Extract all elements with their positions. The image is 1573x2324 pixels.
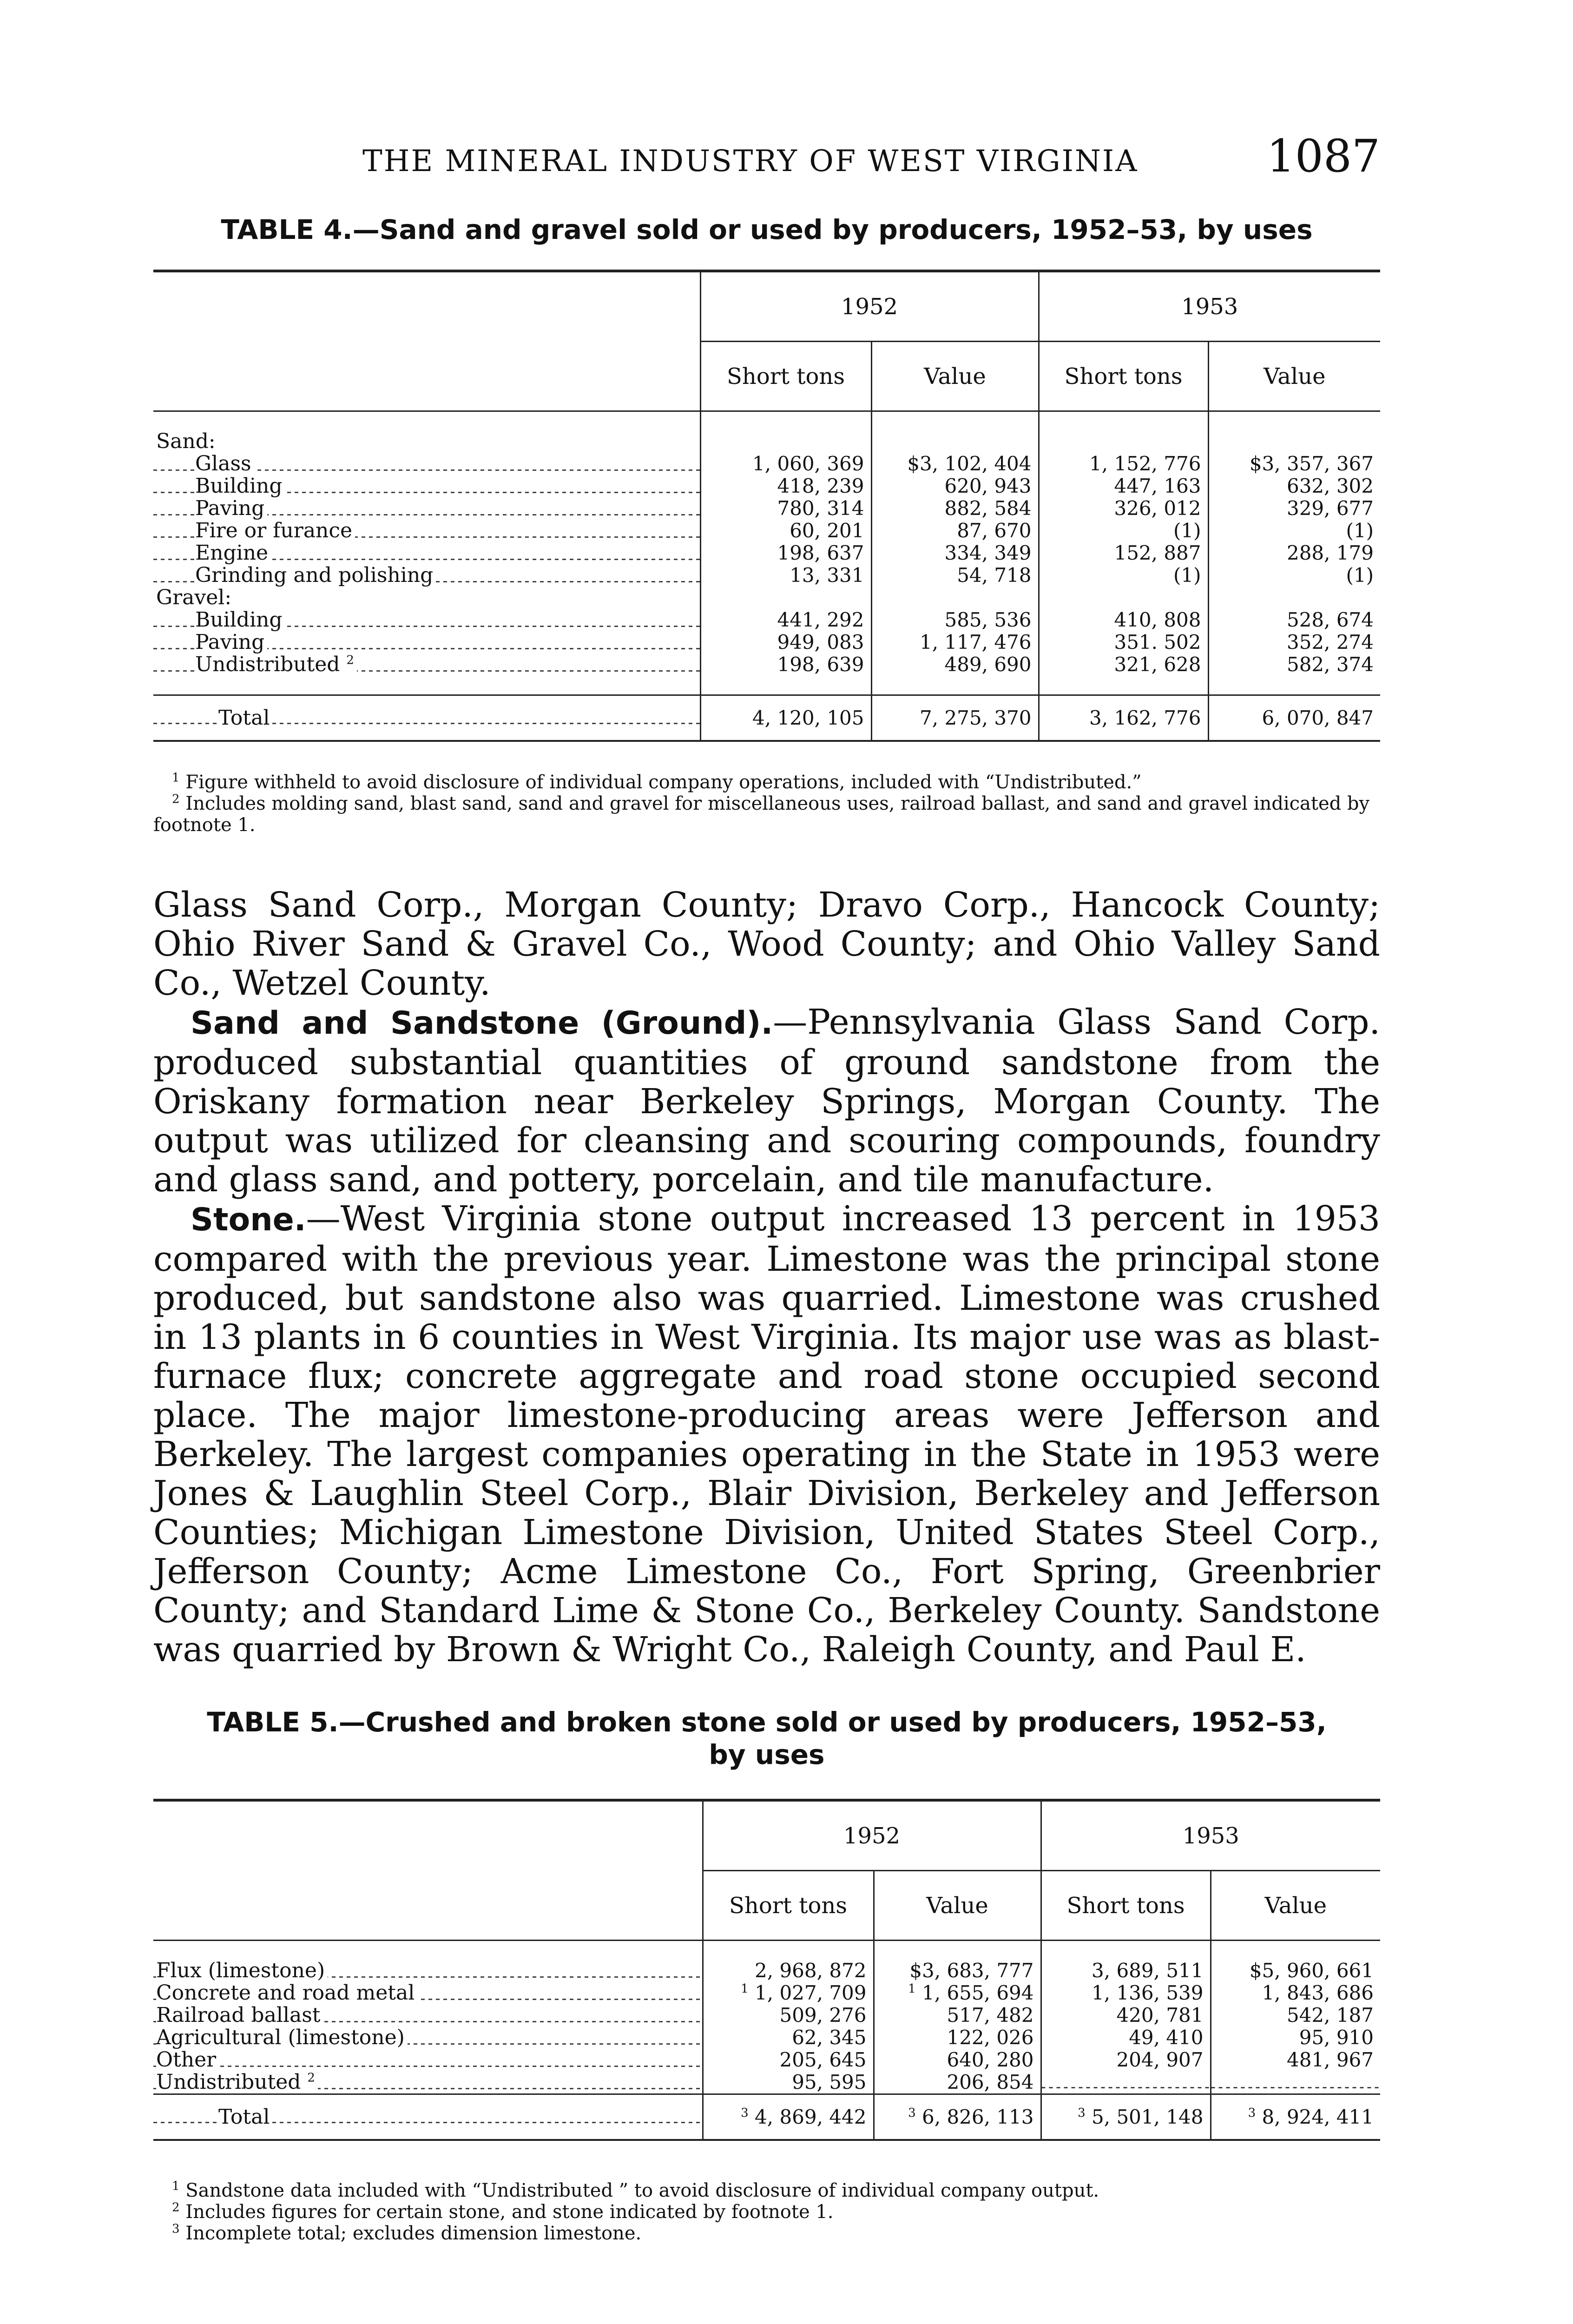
cell: 326, 012 [1039, 497, 1208, 520]
cell: 198, 637 [700, 542, 871, 564]
stub-header [153, 1800, 703, 1941]
table-row [153, 1982, 1380, 2004]
table-row [153, 2004, 1380, 2027]
table-row [153, 453, 1380, 475]
cell: 152, 887 [1039, 542, 1208, 564]
table-row [153, 1960, 1380, 1982]
cell: 122, 026 [874, 2027, 1041, 2049]
table-row [153, 564, 1380, 587]
row-label: Undistributed $^2$ [153, 654, 700, 676]
cell: 1, 843, 686 [1211, 1982, 1380, 2004]
cell: 410, 808 [1039, 609, 1208, 631]
table-row [153, 475, 1380, 497]
table-row [153, 2049, 1380, 2071]
cell: 329, 677 [1208, 497, 1380, 520]
cell: 517, 482 [874, 2004, 1041, 2027]
body-text [153, 885, 1380, 1669]
row-label: Other [153, 2049, 703, 2071]
cell: 620, 943 [871, 475, 1039, 497]
table-row [153, 2027, 1380, 2049]
running-head [153, 130, 1380, 181]
cell: 321, 628 [1039, 654, 1208, 676]
table5-footnotes [153, 2180, 1380, 2244]
cell: 49, 410 [1041, 2027, 1211, 2049]
cell-dash [1211, 2071, 1380, 2094]
cell: 352, 274 [1208, 631, 1380, 654]
running-title: THE MINERAL INDUSTRY OF WEST VIRGINIA [362, 144, 1139, 178]
cell: 509, 276 [703, 2004, 874, 2027]
row-label: Paving [153, 631, 700, 654]
total-cell: $^3$ 6, 826, 113 [874, 2094, 1041, 2140]
cell: 489, 690 [871, 654, 1039, 676]
cell: 882, 584 [871, 497, 1039, 520]
cell: 60, 201 [700, 520, 871, 542]
total-cell: 6, 070, 847 [1208, 695, 1380, 741]
section-head: Stone. [191, 1202, 306, 1238]
total-cell: 4, 120, 105 [700, 695, 871, 741]
cell: 87, 670 [871, 520, 1039, 542]
cell: 780, 314 [700, 497, 871, 520]
cell: 13, 331 [700, 564, 871, 587]
footnote: $^3$ Incomplete total; excludes dimension limestone. [172, 2222, 642, 2244]
cell: 95, 910 [1211, 2027, 1380, 2049]
table-row [153, 654, 1380, 676]
cell: 1, 060, 369 [700, 453, 871, 475]
cell: 447, 163 [1039, 475, 1208, 497]
table-row [153, 2071, 1380, 2094]
row-label: Flux (limestone) [153, 1960, 703, 1982]
table-row [153, 609, 1380, 631]
table-row [153, 542, 1380, 564]
cell: $3, 102, 404 [871, 453, 1039, 475]
total-row [153, 695, 1380, 741]
cell: 1, 152, 776 [1039, 453, 1208, 475]
row-label: Fire or furance [153, 520, 700, 542]
cell: $^1$ 1, 655, 694 [874, 1982, 1041, 2004]
column-header: Short tons [1041, 1871, 1211, 1941]
cell: 206, 854 [874, 2071, 1041, 2094]
cell: 418, 239 [700, 475, 871, 497]
cell: 420, 781 [1041, 2004, 1211, 2027]
cell: 1, 117, 476 [871, 631, 1039, 654]
paragraph: Glass Sand Corp., Morgan County; Dravo Corp., Hancock County; Ohio River Sand & Gravel Co., Wood County; and Ohio Valley Sand Co., Wetzel County. [153, 885, 1380, 1003]
row-label: Glass [153, 453, 700, 475]
total-row [153, 2094, 1380, 2140]
cell: 204, 907 [1041, 2049, 1211, 2071]
cell: 949, 083 [700, 631, 871, 654]
cell: 481, 967 [1211, 2049, 1380, 2071]
cell: 334, 349 [871, 542, 1039, 564]
table-row [153, 497, 1380, 520]
column-header: Value [1208, 342, 1380, 411]
cell: $5, 960, 661 [1211, 1960, 1380, 1982]
cell: 582, 374 [1208, 654, 1380, 676]
cell: 441, 292 [700, 609, 871, 631]
column-header: Short tons [1039, 342, 1208, 411]
stub-header [153, 271, 700, 411]
row-label: Concrete and road metal [153, 1982, 703, 2004]
cell: 528, 674 [1208, 609, 1380, 631]
page-number: 1087 [1266, 130, 1380, 182]
year-header: 1953 [1041, 1800, 1380, 1871]
row-group-label: Gravel: [156, 587, 232, 609]
cell: 205, 645 [703, 2049, 874, 2071]
table4-caption: TABLE 4.—Sand and gravel sold or used by producers, 1952–53, by uses [221, 214, 1313, 245]
cell: 542, 187 [1211, 2004, 1380, 2027]
footnote: $^2$ Includes figures for certain stone, and stone indicated by footnote 1. [172, 2200, 834, 2223]
cell: (1) [1039, 520, 1208, 542]
cell-dash [1041, 2071, 1211, 2094]
cell: 95, 595 [703, 2071, 874, 2094]
row-label: Railroad ballast [153, 2004, 703, 2027]
row-label: Agricultural (limestone) [153, 2027, 703, 2049]
year-header: 1952 [703, 1800, 1041, 1871]
row-label: Paving [153, 497, 700, 520]
section-head: Sand and Sandstone (Ground). [191, 1005, 773, 1042]
cell: 288, 179 [1208, 542, 1380, 564]
footnote: $^1$ Figure withheld to avoid disclosure of individual company operations, included with “Undistributed.” [172, 771, 1142, 793]
total-label: Total [153, 2094, 703, 2140]
paragraph: Stone.—West Virginia stone output increased 13 percent in 1953 compared with the previous year. Limestone was the principal stone produced, but sandstone also was quarried. Limestone was crushed in 13 plants in 6 counties in West Virginia. Its major use was as blast-furnace flux; concrete aggregate and road stone occupied second place. The major limestone-producing areas were Jefferson and Berkeley. The largest companies operating in the State in 1953 were Jones & Laughlin Steel Corp., Blair Division, Berkeley and Jefferson Counties; Michigan Limestone Division, United States Steel Corp., Jefferson County; Acme Limestone Co., Fort Spring, Greenbrier County; and Standard Lime & Stone Co., Berkeley County. Sandstone was quarried by Brown & Wright Co., Raleigh County, and Paul E. [153, 1199, 1380, 1670]
footnote: $^2$ Includes molding sand, blast sand, sand and gravel for miscellaneous uses, railroad ballast, and sand and gravel indicated by footnote 1. [153, 792, 1370, 836]
table-row [153, 587, 1380, 609]
table-row [153, 631, 1380, 654]
column-header: Value [871, 342, 1039, 411]
cell: $^1$ 1, 027, 709 [703, 1982, 874, 2004]
cell: $3, 683, 777 [874, 1960, 1041, 1982]
table4 [153, 270, 1380, 742]
cell: 632, 302 [1208, 475, 1380, 497]
footnote: $^1$ Sandstone data included with “Undistributed ” to avoid disclosure of individual company output. [172, 2179, 1099, 2201]
cell: (1) [1208, 564, 1380, 587]
total-label: Total [153, 695, 700, 741]
total-cell: 7, 275, 370 [871, 695, 1039, 741]
table4-footnotes [153, 772, 1380, 836]
column-header: Short tons [700, 342, 871, 411]
cell: 351. 502 [1039, 631, 1208, 654]
row-label: Grinding and polishing [153, 564, 700, 587]
cell: (1) [1039, 564, 1208, 587]
cell: 2, 968, 872 [703, 1960, 874, 1982]
table5-caption: TABLE 5.—Crushed and broken stone sold or used by producers, 1952–53, by uses [207, 1706, 1327, 1770]
column-header: Short tons [703, 1871, 874, 1941]
cell: (1) [1208, 520, 1380, 542]
cell: 1, 136, 539 [1041, 1982, 1211, 2004]
row-label: Building [153, 475, 700, 497]
table5 [153, 1799, 1380, 2141]
year-header: 1952 [700, 271, 1039, 342]
cell: 3, 689, 511 [1041, 1960, 1211, 1982]
row-group-label: Sand: [156, 430, 216, 453]
year-header: 1953 [1039, 271, 1380, 342]
cell: 585, 536 [871, 609, 1039, 631]
total-cell: $^3$ 8, 924, 411 [1211, 2094, 1380, 2140]
total-cell: $^3$ 5, 501, 148 [1041, 2094, 1211, 2140]
cell: $3, 357, 367 [1208, 453, 1380, 475]
row-label: Building [153, 609, 700, 631]
total-cell: 3, 162, 776 [1039, 695, 1208, 741]
paragraph: Sand and Sandstone (Ground).—Pennsylvania Glass Sand Corp. produced substantial quantities of ground sandstone from the Oriskany formation near Berkeley Springs, Morgan County. The output was utilized for cleansing and scouring compounds, foundry and glass sand, and pottery, porcelain, and tile manufacture. [153, 1002, 1381, 1200]
row-label: Engine [153, 542, 700, 564]
cell: 54, 718 [871, 564, 1039, 587]
cell: 640, 280 [874, 2049, 1041, 2071]
total-cell: $^3$ 4, 869, 442 [703, 2094, 874, 2140]
table-row [153, 520, 1380, 542]
cell: 198, 639 [700, 654, 871, 676]
table-row [153, 430, 1380, 453]
cell: 62, 345 [703, 2027, 874, 2049]
row-label: Undistributed $^2$ [153, 2071, 703, 2094]
column-header: Value [1211, 1871, 1380, 1941]
column-header: Value [874, 1871, 1041, 1941]
